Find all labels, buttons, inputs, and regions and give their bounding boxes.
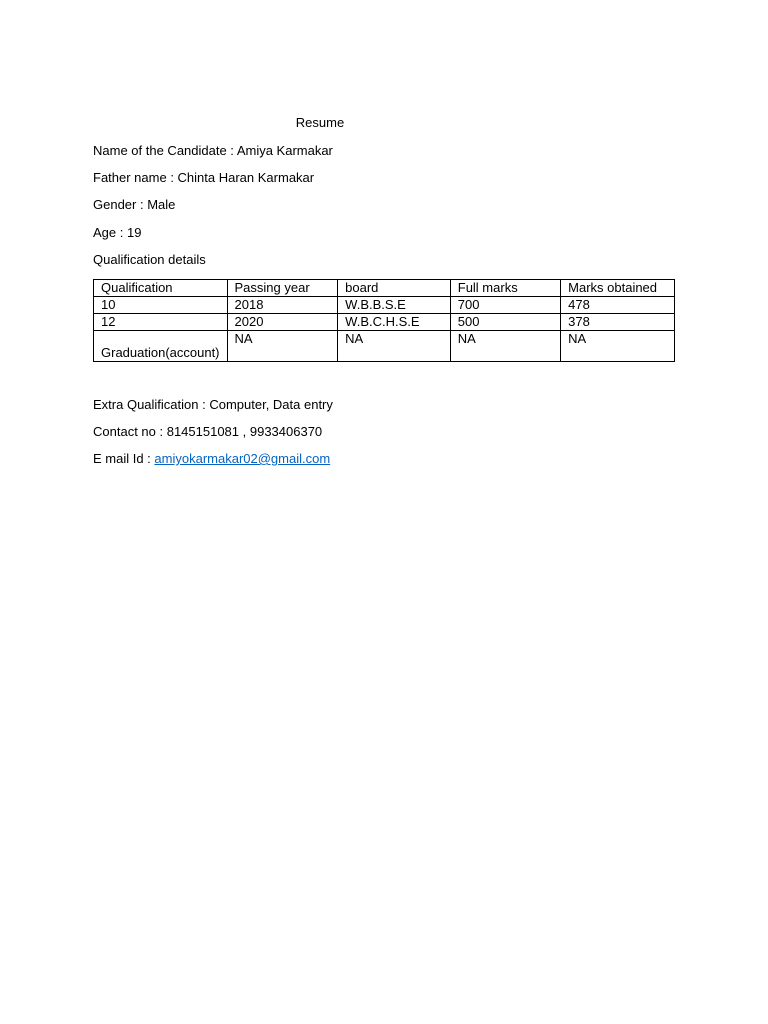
table-cell: 500 xyxy=(450,314,560,331)
extra-qualification-label: Extra Qualification : xyxy=(93,397,210,412)
gender-label: Gender : xyxy=(93,197,148,212)
table-cell: 12 xyxy=(94,314,228,331)
extra-qualification-value: Computer, Data entry xyxy=(209,397,333,412)
table-cell: Graduation(account) xyxy=(94,331,228,362)
table-row xyxy=(94,297,675,314)
table-cell: NA xyxy=(561,331,675,362)
table-header-row xyxy=(94,280,675,297)
table-header-cell: Full marks xyxy=(450,280,560,297)
document-title: Resume xyxy=(295,115,345,130)
contact-label: Contact no : xyxy=(93,424,167,439)
age-label: Age : xyxy=(93,225,127,240)
candidate-name-label: Name of the Candidate : xyxy=(93,143,237,158)
table-cell: NA xyxy=(227,331,338,362)
email-link[interactable]: amiyokarmakar02@gmail.com xyxy=(154,451,331,466)
gender-line xyxy=(93,197,175,212)
table-cell: 378 xyxy=(561,314,675,331)
table-cell: W.B.B.S.E xyxy=(338,297,451,314)
table-header-cell: Marks obtained xyxy=(561,280,675,297)
age-value: 19 xyxy=(126,225,142,240)
contact-value: 8145151081 , 9933406370 xyxy=(166,424,323,439)
father-name-line xyxy=(93,170,314,185)
table-header-cell: Qualification xyxy=(94,280,228,297)
father-name-label: Father name : xyxy=(93,170,178,185)
table-cell: 700 xyxy=(450,297,560,314)
table-header-cell: board xyxy=(338,280,451,297)
age-line xyxy=(93,225,141,240)
table-cell: 478 xyxy=(561,297,675,314)
table-cell: NA xyxy=(338,331,451,362)
qualification-table xyxy=(93,279,675,362)
table-row xyxy=(94,314,675,331)
table-cell: NA xyxy=(450,331,560,362)
contact-line xyxy=(93,424,322,439)
candidate-name-value: Amiya Karmakar xyxy=(236,143,333,158)
qualification-heading: Qualification details xyxy=(93,252,206,267)
email-label: E mail Id : xyxy=(93,451,155,466)
table-header-cell: Passing year xyxy=(227,280,338,297)
father-name-value: Chinta Haran Karmakar xyxy=(177,170,315,185)
gender-value: Male xyxy=(147,197,176,212)
table-cell: 10 xyxy=(94,297,228,314)
extra-qualification-line xyxy=(93,397,333,412)
table-row xyxy=(94,331,675,362)
table-cell: 2020 xyxy=(227,314,338,331)
candidate-name-line xyxy=(93,143,333,158)
email-line xyxy=(93,451,330,466)
table-cell: W.B.C.H.S.E xyxy=(338,314,451,331)
table-cell: 2018 xyxy=(227,297,338,314)
